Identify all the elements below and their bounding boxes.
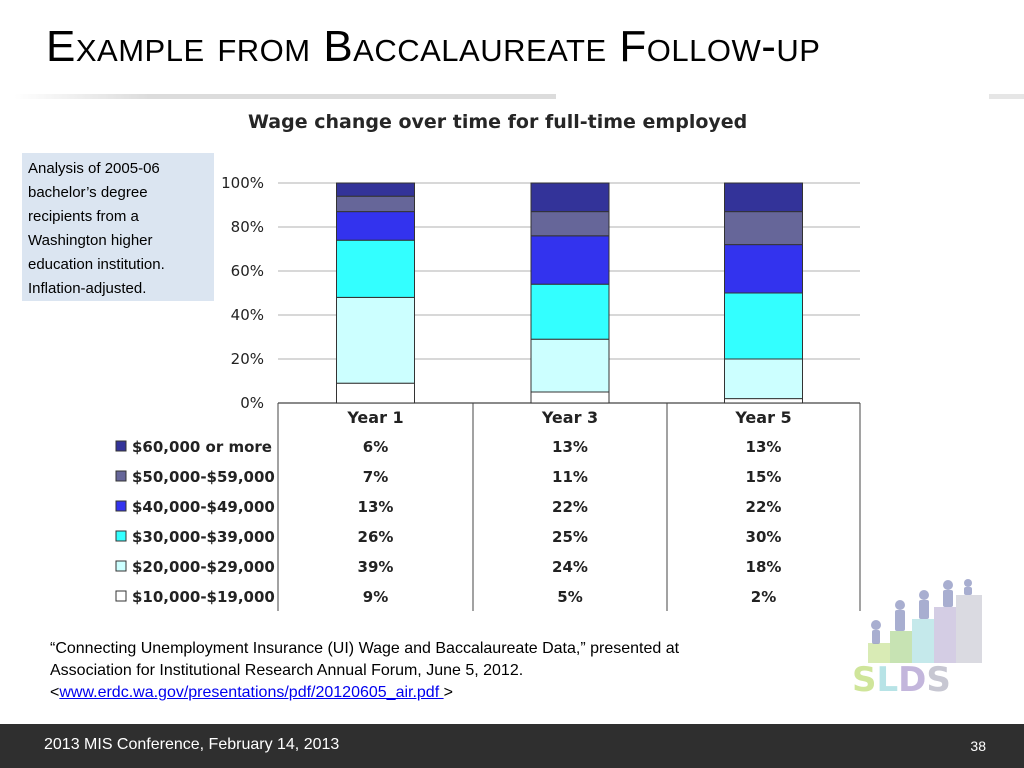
- slds-logo: [848, 577, 988, 697]
- title-rule-green: [880, 94, 983, 99]
- data-label: 39%: [357, 558, 394, 576]
- x-tick-label: Year 3: [541, 408, 599, 427]
- bar-segment: [337, 240, 415, 297]
- y-tick-label: 60%: [230, 262, 264, 280]
- title-rule-gray: [14, 94, 556, 99]
- legend-label: $60,000 or more: [132, 438, 272, 456]
- data-label: 24%: [552, 558, 588, 576]
- data-label: 13%: [745, 438, 782, 456]
- bar-segment: [337, 297, 415, 383]
- data-label: 13%: [357, 498, 394, 516]
- legend-swatch: [116, 501, 126, 511]
- bar-segment: [725, 212, 803, 245]
- x-tick-label: Year 1: [347, 408, 404, 427]
- legend-swatch: [116, 441, 126, 451]
- bar-segment: [531, 212, 609, 236]
- bar-segment: [725, 183, 803, 212]
- bar-segment: [725, 245, 803, 293]
- bar-segment: [337, 212, 415, 241]
- data-label: 11%: [552, 468, 588, 486]
- bar-segment: [531, 183, 609, 212]
- citation-line-2: Association for Institutional Research Annual Forum, June 5, 2012.: [50, 662, 524, 679]
- y-tick-label: 40%: [230, 306, 264, 324]
- data-label: 6%: [362, 438, 389, 456]
- data-label: 18%: [745, 558, 782, 576]
- bar-segment: [337, 196, 415, 211]
- footer-conference: 2013 MIS Conference, February 14, 2013: [44, 736, 340, 753]
- data-label: 13%: [552, 438, 588, 456]
- citation-link-line: [50, 682, 810, 704]
- x-tick-label: Year 5: [735, 408, 792, 427]
- y-tick-label: 20%: [230, 350, 264, 368]
- chart-title: Wage change over time for full-time employed: [248, 111, 748, 133]
- legend-label: $20,000-$29,000: [132, 558, 275, 576]
- y-tick-label: 100%: [221, 174, 264, 192]
- link-close-bracket: >: [443, 684, 453, 701]
- citation-line-1: “Connecting Unemployment Insurance (UI) Wage and Baccalaureate Data,” presented at: [50, 640, 680, 657]
- data-label: 22%: [745, 498, 782, 516]
- bar-segment: [725, 293, 803, 359]
- analysis-note: Analysis of 2005-06 bachelor’s degree recipients from a Washington higher education institution. Inflation-adjusted.: [22, 153, 214, 301]
- citation: [50, 638, 810, 704]
- citation-link[interactable]: www.erdc.wa.gov/presentations/pdf/20120605_air.pdf: [59, 684, 444, 701]
- legend-label: $30,000-$39,000: [132, 528, 275, 546]
- footer-bar: [0, 724, 1024, 768]
- bar-segment: [725, 359, 803, 399]
- bar-segment: [337, 383, 415, 403]
- legend-swatch: [116, 591, 126, 601]
- page-number: 38: [970, 738, 986, 754]
- legend-label: $10,000-$19,000: [132, 588, 275, 606]
- legend-swatch: [116, 531, 126, 541]
- data-label: 30%: [745, 528, 782, 546]
- title-rule-purple: [774, 94, 875, 99]
- title-rule-teal: [668, 94, 769, 99]
- data-label: 2%: [750, 588, 777, 606]
- y-tick-label: 80%: [230, 218, 264, 236]
- legend-swatch: [116, 471, 126, 481]
- bar-segment: [725, 399, 803, 403]
- bar-segment: [531, 284, 609, 339]
- legend-swatch: [116, 561, 126, 571]
- legend-label: $50,000-$59,000: [132, 468, 275, 486]
- bar-segment: [531, 339, 609, 392]
- logo-text: SLDS: [852, 660, 951, 697]
- bar-segment: [531, 392, 609, 403]
- legend-label: $40,000-$49,000: [132, 498, 275, 516]
- data-label: 5%: [557, 588, 583, 606]
- data-label: 7%: [362, 468, 389, 486]
- title-rule-end: [989, 94, 1024, 99]
- bar-segment: [337, 183, 415, 196]
- link-open-bracket: <: [50, 684, 60, 701]
- data-label: 26%: [357, 528, 394, 546]
- data-label: 15%: [745, 468, 782, 486]
- slide-title: Example from Baccalaureate Follow-up: [46, 22, 821, 71]
- title-rule-olive: [562, 94, 663, 99]
- data-label: 22%: [552, 498, 588, 516]
- wage-chart: [100, 165, 870, 617]
- data-label: 9%: [362, 588, 389, 606]
- bar-segment: [531, 236, 609, 284]
- data-label: 25%: [552, 528, 588, 546]
- y-tick-label: 0%: [240, 394, 264, 412]
